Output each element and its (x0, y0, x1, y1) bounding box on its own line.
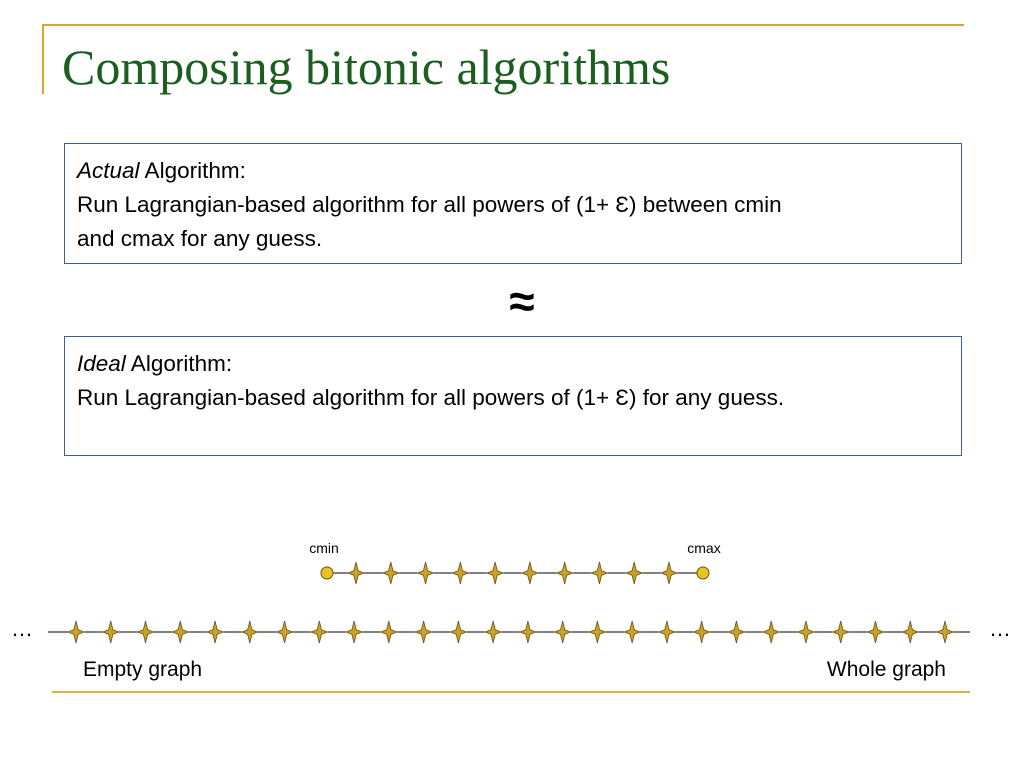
approximately-equal-symbol: ≈ (509, 275, 535, 327)
upper-star-marker (522, 562, 538, 584)
lower-star-marker (728, 621, 744, 643)
lower-star-marker (937, 621, 953, 643)
slide-title: Composing bitonic algorithms (62, 39, 671, 95)
upper-line-group (309, 540, 721, 584)
lower-star-marker (311, 621, 327, 643)
lower-star-marker (763, 621, 779, 643)
upper-star-marker (418, 562, 434, 584)
lower-star-marker (103, 621, 119, 643)
cmin-label: cmin (309, 540, 339, 556)
lower-star-marker (589, 621, 605, 643)
upper-star-marker (452, 562, 468, 584)
lower-star-marker (624, 621, 640, 643)
lower-star-marker (381, 621, 397, 643)
upper-star-marker (383, 562, 399, 584)
lower-star-marker (798, 621, 814, 643)
actual-heading-rest: Algorithm: (139, 158, 246, 183)
bottom-rule (52, 691, 970, 693)
upper-star-marker (348, 562, 364, 584)
upper-star-marker (626, 562, 642, 584)
upper-star-marker (661, 562, 677, 584)
lower-star-marker (867, 621, 883, 643)
cmax-label: cmax (687, 540, 721, 556)
ideal-heading-rest: Algorithm: (125, 351, 233, 376)
lower-star-marker (172, 621, 188, 643)
lower-star-marker (416, 621, 432, 643)
empty-graph-label: Empty graph (83, 658, 203, 681)
lower-star-marker (694, 621, 710, 643)
lower-star-marker (277, 621, 293, 643)
upper-star-marker (487, 562, 503, 584)
lower-star-marker (138, 621, 154, 643)
lower-star-marker (68, 621, 84, 643)
actual-emph: Actual (77, 158, 140, 183)
cmax-endpoint (697, 567, 709, 579)
actual-body-line-2: and cmax for any guess. (77, 226, 323, 251)
ideal-emph: Ideal (77, 351, 126, 376)
lower-star-marker (902, 621, 918, 643)
upper-star-marker (557, 562, 573, 584)
lower-star-marker (346, 621, 362, 643)
lower-star-marker (520, 621, 536, 643)
lower-star-marker (833, 621, 849, 643)
actual-body-line-1: Run Lagrangian-based algorithm for all powers of (1+ Ɛ) between cmin (77, 192, 782, 217)
ideal-body: Run Lagrangian-based algorithm for all powers of (1+ Ɛ) for any guess. (77, 385, 785, 410)
lower-star-marker (242, 621, 258, 643)
lower-star-marker (450, 621, 466, 643)
lower-star-marker (659, 621, 675, 643)
lower-line-group (11, 616, 1011, 681)
lower-star-marker (485, 621, 501, 643)
lower-star-marker (207, 621, 223, 643)
lower-star-marker (555, 621, 571, 643)
cmin-endpoint (321, 567, 333, 579)
right-ellipsis: … (989, 616, 1011, 641)
left-ellipsis: … (11, 616, 33, 641)
upper-star-marker (591, 562, 607, 584)
whole-graph-label: Whole graph (826, 658, 946, 681)
